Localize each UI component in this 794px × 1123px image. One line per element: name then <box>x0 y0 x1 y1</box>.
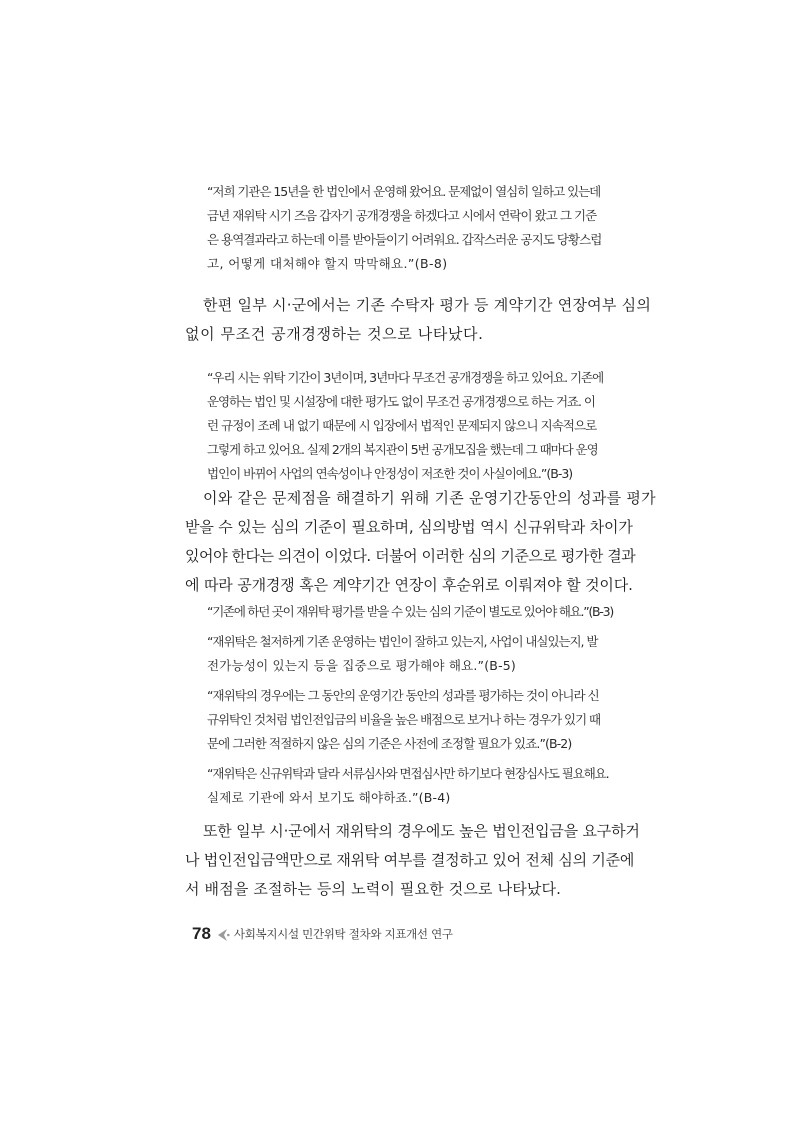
paragraph-line: 에 따라 공개경쟁 혹은 계약기간 연장이 후순위로 이뤄져야 할 것이다. <box>185 576 633 594</box>
quote-line: “저희 기관은 15년을 한 법인에서 운영해 왔어요. 문제없이 열심히 일하고 있는데 <box>207 184 601 199</box>
paragraph-line: 있어야 한다는 의견이 이었다. 더불어 이러한 심의 기준으로 평가한 결과 <box>185 547 636 565</box>
book-title: 사회복지시설 민간위탁 절차와 지표개선 연구 <box>233 927 453 941</box>
quote-line: 법인이 바뀌어 사업의 연속성이나 안정성이 저조한 것이 사실이에요.”(B-3) <box>207 466 573 481</box>
page-footer <box>192 922 453 946</box>
paragraph-line: 받을 수 있는 심의 기준이 필요하며, 심의방법 역시 신규위탁과 차이가 <box>185 518 633 536</box>
quote-line: 은 용역결과라고 하는데 이를 받아들이기 어려워요. 갑작스러운 공지도 당황스럽 <box>207 232 602 247</box>
body-paragraph <box>185 291 652 349</box>
page-number: 78 <box>192 924 211 943</box>
quote-line: 실제로 기관에 와서 보기도 해야하죠.”(B-4) <box>207 790 451 805</box>
interview-quote-list <box>195 600 613 810</box>
quote-line: 규위탁인 것처럼 법인전입금의 비율을 높은 배점으로 보거나 하는 경우가 있기 때 <box>207 712 601 727</box>
quote-line: “재위탁은 철저하게 기존 운영하는 법인이 잘하고 있는지, 사업이 내실있는지, 발 <box>207 634 598 649</box>
interview-quote-b3 <box>195 366 604 486</box>
quote-line: 문에 그러한 적절하지 않은 심의 기준은 사전에 조정할 필요가 있죠.”(B-2) <box>207 736 572 751</box>
quote-line: 운영하는 법인 및 시설장에 대한 평가도 없이 무조건 공개경쟁으로 하는 거죠. 이 <box>207 394 595 409</box>
interview-quote-b8 <box>195 180 602 276</box>
quote-line: “재위탁은 신규위탁과 달라 서류심사와 면접심사만 하기보다 현장심사도 필요해요. <box>207 766 609 781</box>
paragraph-line: 또한 일부 시·군에서 재위탁의 경우에도 높은 법인전입금을 요구하거 <box>203 822 640 840</box>
quote-line: 런 규정이 조례 내 없기 때문에 시 입장에서 법적인 문제되지 않으니 지속적으로 <box>207 418 597 433</box>
quote-line: “재위탁의 경우에는 그 동안의 운영기간 동안의 성과를 평가하는 것이 아니라 신 <box>207 688 599 703</box>
quote-line: 전가능성이 있는지 등을 집중으로 평가해야 해요.”(B-5) <box>207 658 517 673</box>
body-paragraph <box>185 484 656 600</box>
quote-line: “우리 시는 위탁 기간이 3년이며, 3년마다 무조건 공개경쟁을 하고 있어요. 기존에 <box>207 370 604 385</box>
paragraph-line: 이와 같은 문제점을 해결하기 위해 기존 운영기간동안의 성과를 평가 <box>203 489 656 507</box>
quote-line: 고, 어떻게 대처해야 할지 막막해요.”(B-8) <box>207 256 448 271</box>
paragraph-line: 없이 무조건 공개경쟁하는 것으로 나타났다. <box>185 325 484 343</box>
paragraph-line: 나 법인전입금액만으로 재위탁 여부를 결정하고 있어 전체 심의 기준에 <box>185 851 635 869</box>
chevron-left-icon <box>216 927 230 941</box>
paragraph-line: 한편 일부 시·군에서는 기존 수탁자 평가 등 계약기간 연장여부 심의 <box>203 296 652 314</box>
quote-line: 그렇게 하고 있어요. 실제 2개의 복지관이 5번 공개모집을 했는데 그 때마다 운영 <box>207 442 598 457</box>
quote-line: 금년 재위탁 시기 즈음 갑자기 공개경쟁을 하겠다고 시에서 연락이 왔고 그 기준 <box>207 208 597 223</box>
quote-line: “기존에 하던 곳이 재위탁 평가를 받을 수 있는 심의 기준이 별도로 있어야 해요.”(B-3) <box>207 604 613 619</box>
paragraph-line: 서 배점을 조절하는 등의 노력이 필요한 것으로 나타났다. <box>185 880 562 898</box>
body-paragraph <box>185 817 640 904</box>
